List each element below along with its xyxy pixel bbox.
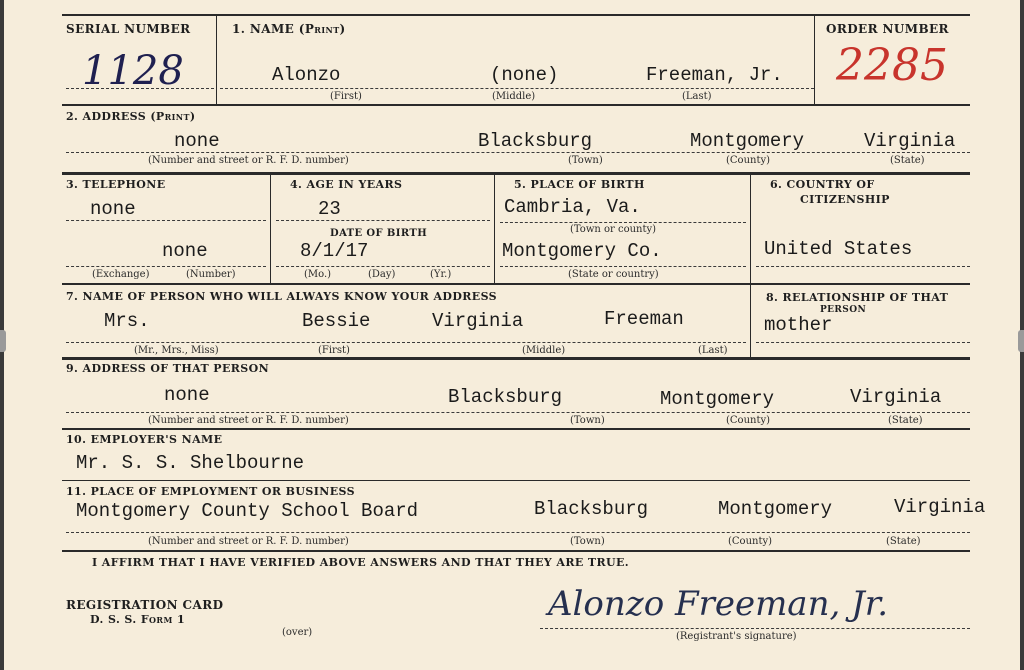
form-title: REGISTRATION CARD <box>66 598 224 612</box>
rule-4 <box>62 357 970 360</box>
birthplace-state-caption: (State or country) <box>568 269 659 280</box>
address-county-caption: (County) <box>726 155 771 166</box>
birthplace-line-2 <box>500 266 746 267</box>
contact-title: Mrs. <box>104 310 150 332</box>
address-street: none <box>174 130 220 152</box>
employment-label: 11. PLACE OF EMPLOYMENT OR BUSINESS <box>66 485 355 498</box>
contact-middle-caption: (Middle) <box>522 345 566 356</box>
birthplace-state: Montgomery Co. <box>502 240 662 262</box>
order-number-value: 2285 <box>836 40 948 91</box>
rule-7 <box>62 550 970 552</box>
employer-label: 10. EMPLOYER'S NAME <box>66 433 223 446</box>
age-value: 23 <box>318 198 341 220</box>
citizenship-value: United States <box>764 238 913 260</box>
left-scroll-handle[interactable] <box>0 330 6 352</box>
contact-state: Virginia <box>850 386 942 408</box>
telephone-number: none <box>162 240 208 262</box>
citizenship-label: 6. COUNTRY OF <box>770 178 875 191</box>
telephone-exchange: none <box>90 198 136 220</box>
contact-county: Montgomery <box>660 388 775 410</box>
name-first: Alonzo <box>272 64 341 86</box>
relationship-line <box>756 342 970 343</box>
age-line <box>276 220 490 221</box>
contact-address-label: 9. ADDRESS OF THAT PERSON <box>66 362 270 375</box>
order-number-label: ORDER NUMBER <box>826 22 949 36</box>
relationship-label: 8. RELATIONSHIP OF THAT <box>766 291 949 304</box>
contact-title-caption: (Mr., Mrs., Miss) <box>134 345 219 356</box>
serial-number-label: SERIAL NUMBER <box>66 22 191 36</box>
registrant-signature: Alonzo Freeman, Jr. <box>548 584 889 624</box>
address-county: Montgomery <box>690 130 805 152</box>
serial-number-value: 1128 <box>82 48 184 94</box>
rule-3 <box>62 283 970 285</box>
name-first-caption: (First) <box>330 91 362 102</box>
contact-state-caption: (State) <box>888 415 923 426</box>
telephone-line-2 <box>66 266 266 267</box>
name-label: 1. NAME (Print) <box>232 22 346 36</box>
name-last-caption: (Last) <box>682 91 712 102</box>
citizenship-label-2: CITIZENSHIP <box>800 193 890 206</box>
birthplace-line-1 <box>500 222 746 223</box>
address-state-caption: (State) <box>890 155 925 166</box>
rule-2 <box>62 172 970 175</box>
signature-line <box>540 628 970 629</box>
dob-year-caption: (Yr.) <box>430 269 452 280</box>
form-number: D. S. S. Form 1 <box>90 613 185 626</box>
vline-serial <box>216 14 217 104</box>
employment-street-caption: (Number and street or R. F. D. number) <box>148 536 349 547</box>
contact-label: 7. NAME OF PERSON WHO WILL ALWAYS KNOW YOUR ADDRESS <box>66 290 498 303</box>
birthplace-town: Cambria, Va. <box>504 196 641 218</box>
contact-street: none <box>164 384 210 406</box>
vline-birth <box>494 172 495 283</box>
telephone-exchange-caption: (Exchange) <box>92 269 150 280</box>
dob-day-caption: (Day) <box>368 269 396 280</box>
employment-county: Montgomery <box>718 498 833 520</box>
dob-line <box>276 266 490 267</box>
citizenship-line <box>756 266 970 267</box>
telephone-line-1 <box>66 220 266 221</box>
affirm-statement: I AFFIRM THAT I HAVE VERIFIED ABOVE ANSWERS AND THAT THEY ARE TRUE. <box>92 556 630 569</box>
contact-county-caption: (County) <box>726 415 771 426</box>
employment-state-caption: (State) <box>886 536 921 547</box>
rule-6 <box>62 480 970 481</box>
dob-value: 8/1/17 <box>300 240 369 262</box>
contact-middle: Virginia <box>432 310 524 332</box>
contact-line <box>66 342 746 343</box>
relationship-label-2: PERSON <box>820 305 867 315</box>
age-label: 4. AGE IN YEARS <box>290 178 403 191</box>
contact-first-caption: (First) <box>318 345 350 356</box>
dob-month-caption: (Mo.) <box>304 269 332 280</box>
contact-first: Bessie <box>302 310 371 332</box>
employment-name: Montgomery County School Board <box>76 500 419 522</box>
top-rule <box>62 14 970 16</box>
name-middle-caption: (Middle) <box>492 91 536 102</box>
address-line <box>66 152 970 153</box>
right-scroll-handle[interactable] <box>1018 330 1024 352</box>
contact-town-caption: (Town) <box>570 415 605 426</box>
employment-town: Blacksburg <box>534 498 649 520</box>
telephone-label: 3. TELEPHONE <box>66 178 166 191</box>
employment-line <box>66 532 970 533</box>
address-town: Blacksburg <box>478 130 593 152</box>
dob-label: DATE OF BIRTH <box>330 228 428 239</box>
birthplace-town-caption: (Town or county) <box>570 224 657 235</box>
address-town-caption: (Town) <box>568 155 603 166</box>
contact-town: Blacksburg <box>448 386 563 408</box>
employment-county-caption: (County) <box>728 536 773 547</box>
employer-value: Mr. S. S. Shelbourne <box>76 452 305 474</box>
contact-street-caption: (Number and street or R. F. D. number) <box>148 415 349 426</box>
rule-5 <box>62 428 970 430</box>
employment-town-caption: (Town) <box>570 536 605 547</box>
contact-last: Freeman <box>604 308 684 330</box>
signature-caption: (Registrant's signature) <box>676 631 797 642</box>
contact-last-caption: (Last) <box>698 345 728 356</box>
address-state: Virginia <box>864 130 956 152</box>
name-middle: (none) <box>490 64 559 86</box>
telephone-number-caption: (Number) <box>186 269 236 280</box>
over-note: (over) <box>282 627 313 638</box>
vline-order <box>814 14 815 104</box>
name-last: Freeman, Jr. <box>646 64 783 86</box>
relationship-value: mother <box>764 314 833 336</box>
address-label: 2. ADDRESS (Print) <box>66 110 196 123</box>
contact-address-line <box>66 412 970 413</box>
vline-citizenship <box>750 172 751 357</box>
birthplace-label: 5. PLACE OF BIRTH <box>514 178 645 191</box>
address-street-caption: (Number and street or R. F. D. number) <box>148 155 349 166</box>
rule-1 <box>62 104 970 106</box>
employment-state: Virginia <box>894 496 986 518</box>
vline-age <box>270 172 271 283</box>
name-line <box>220 88 814 89</box>
